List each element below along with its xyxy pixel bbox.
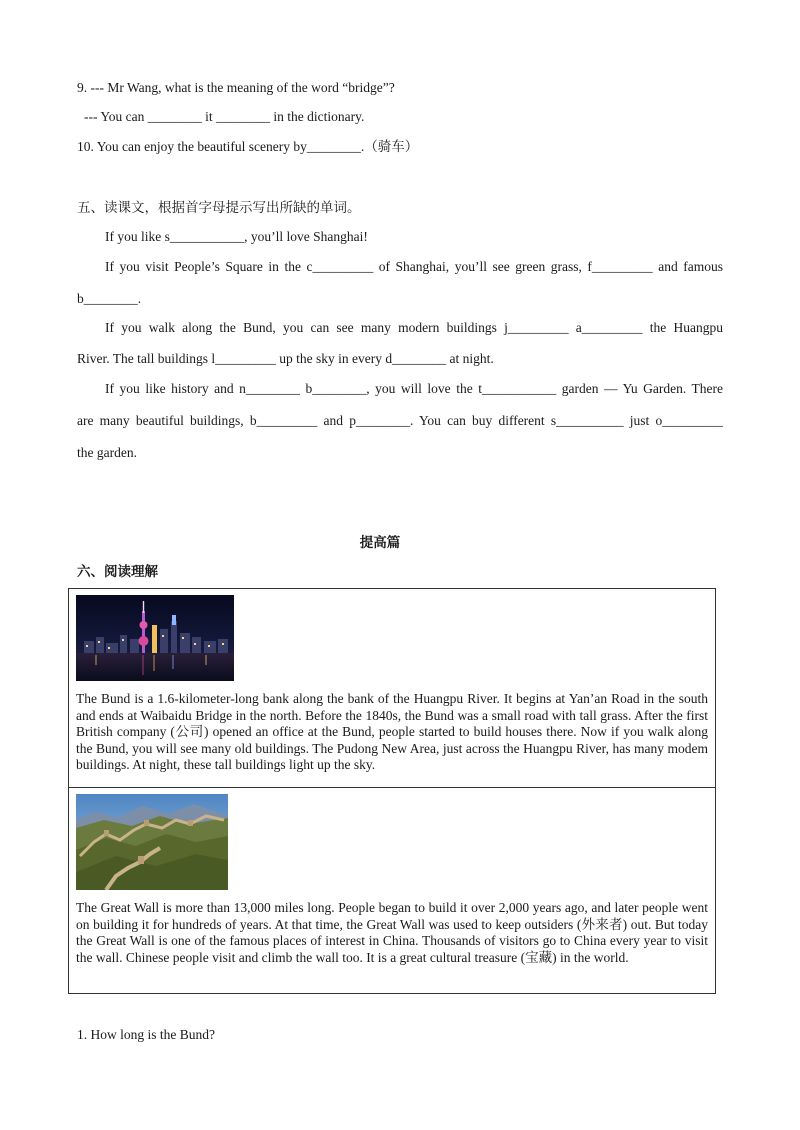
reading-table: [68, 588, 716, 994]
question-10: 10. You can enjoy the beautiful scenery by________.（骑车）: [77, 139, 419, 154]
part5-line: If you visit People’s Square in the c_________ of Shanghai, you’ll see green grass, f_________ and famous: [105, 259, 723, 274]
part5-line: If you like history and n________ b________, you will love the t___________ garden — Yu Garden. There: [105, 381, 723, 396]
passage-bund: The Bund is a 1.6-kilometer-long bank along the bank of the Huangpu River. It begins at Yan’an Road in the south and ends at Waibaidu Bridge in the north. Before the 1840s, the Bund was a small road with tall grass. After the first British company (公司) opened an office at the Bund, people started to build houses there. Now if you walk along the Bund, you will see many old buildings. The Pudong New Area, just across the Huangpu River, has many modem buildings. At night, these tall buildings light up the sky.: [76, 691, 708, 773]
great-wall-photo: [76, 794, 228, 890]
part5-line: the garden.: [77, 445, 137, 460]
question-1: 1. How long is the Bund?: [77, 1027, 215, 1042]
part5-line: If you like s___________, you’ll love Shanghai!: [105, 229, 368, 244]
part6-heading: 六、阅读理解: [77, 564, 158, 579]
passage-great-wall: The Great Wall is more than 13,000 miles long. People began to build it over 2,000 years ago, and later people went on building it for hundreds of years. At that time, the Great Wall was used to keep outsiders (外来者) out. But today the Great Wall is one of the famous places of interest in China. Thousands of visitors go to China every year to visit the wall. Chinese people visit and climb the wall too. It is a great cultural treasure (宝藏) in the world.: [76, 900, 708, 965]
part5-line: are many beautiful buildings, b_________ and p________. You can buy different s__________ just o_________: [77, 413, 723, 428]
question-9-line-2: --- You can ________ it ________ in the dictionary.: [84, 109, 365, 124]
part5-line: b________.: [77, 291, 142, 306]
part5-heading: 五、读课文，根据首字母提示写出所缺的单词。: [77, 200, 361, 215]
bund-night-photo: [76, 595, 234, 681]
section-title: 提高篇: [359, 535, 401, 550]
part5-line: If you walk along the Bund, you can see many modern buildings j_________ a_________ the Huangpu: [105, 320, 723, 335]
question-9-line-1: 9. --- Mr Wang, what is the meaning of the word “bridge”?: [77, 80, 395, 95]
reading-cell-bund: [69, 589, 715, 787]
part5-line: River. The tall buildings l_________ up the sky in every d________ at night.: [77, 351, 494, 366]
reading-cell-great-wall: [69, 787, 715, 993]
